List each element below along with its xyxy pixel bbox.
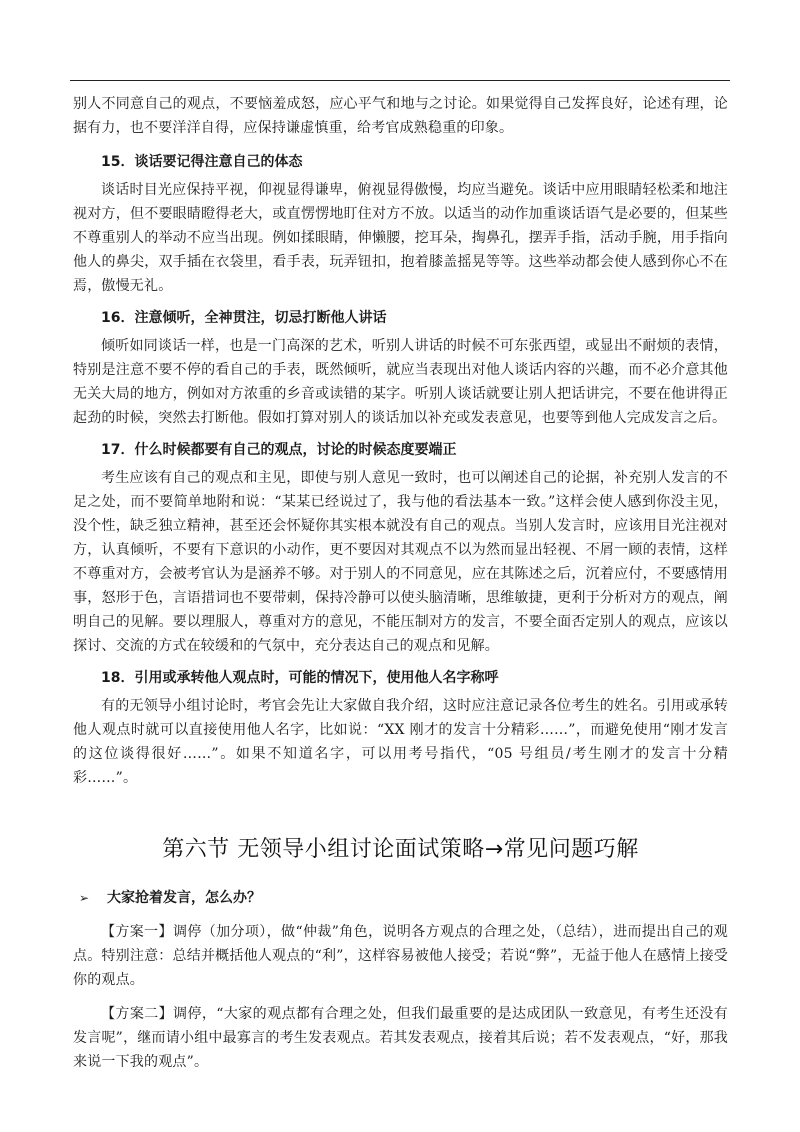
- item-18-body: 有的无领导小组讨论时，考官会先让大家做自我介绍，这时应注意记录各位考生的姓名。引用或承转他人观点时就可以直接使用他人名字，比如说：“XX 刚才的发言十分精彩……”，而避免使用“刚才发言的这位谈得很好……”。如果不知道名字，可以用考号指代，“05 号组员/考生刚才的发言十分精彩……”。: [73, 698, 728, 786]
- header-rule: [70, 80, 730, 81]
- item-17-heading: 17．什么时候都要有自己的观点，讨论的时候态度要端正: [101, 442, 457, 458]
- item-15-heading: 15．谈话要记得注意自己的体态: [101, 154, 303, 170]
- item-17-body: 考生应该有自己的观点和主见，即使与别人意见一致时，也可以阐述自己的论据，补充别人发言的不足之处，而不要简单地附和说：“某某已经说过了，我与他的看法基本一致。”这样会使人感到你没主见，没个性，缺乏独立精神，甚至还会怀疑你其实根本就没有自己的观点。当别人发言时，应该用目光注视对方，认真倾听，不要有下意识的小动作，更不要因对其观点不以为然而显出轻视、不屑一顾的表情，这样不尊重对方，会被考官认为是涵养不够。对于别人的不同意见，应在其陈述之后，沉着应付，不要感情用事，怒形于色，言语措词也不要带刺，保持冷静可以使头脑清晰，思维敏捷，更利于分析对方的观点，阐明自己的见解。要以理服人，尊重对方的意见，不能压制对方的发言，不要全面否定别人的观点，应该以探讨、交流的方式在较缓和的气氛中，充分表达自己的观点和见解。: [73, 470, 728, 654]
- plan-two-paragraph: 【方案二】调停，“大家的观点都有合理之处，但我们最重要的是达成团队一致意见，有考生还没有发言呢”，继而请小组中最寡言的考生发表观点。若其发表观点，接着其后说；若不发表观点，“好，那我来说一下我的观点”。: [73, 1006, 728, 1070]
- question-bullet: [73, 886, 728, 910]
- page-content: [73, 92, 728, 1084]
- intro-paragraph: 别人不同意自己的观点，不要恼羞成怒，应心平气和地与之讨论。如果觉得自己发挥良好，论述有理，论据有力，也不要洋洋自得，应保持谦虚慎重，给考官成熟稳重的印象。: [73, 96, 728, 136]
- arrow-bullet-icon: ➢: [79, 891, 90, 905]
- section-title: 第六节 无领导小组讨论面试策略→常见问题巧解: [162, 837, 639, 862]
- item-16-body: 倾听如同谈话一样，也是一门高深的艺术，听别人讲话的时候不可东张西望，或显出不耐烦的表情，特别是注意不要不停的看自己的手表，既然倾听，就应当表现出对他人谈话内容的兴趣，而不必介意其他无关大局的地方，例如对方浓重的乡音或读错的某字。听别人谈话就要让别人把话讲完，不要在他讲得正起劲的时候，突然去打断他。假如打算对别人的谈话加以补充或发表意见，也要等到他人完成发言之后。: [73, 338, 728, 426]
- item-15-body: 谈话时目光应保持平视，仰视显得谦卑，俯视显得傲慢，均应当避免。谈话中应用眼睛轻松柔和地注视对方，但不要眼睛瞪得老大，或直愣愣地盯住对方不放。以适当的动作加重谈话语气是必要的，但某些不尊重别人的举动不应当出现。例如揉眼睛，伸懒腰，挖耳朵，掏鼻孔，摆弄手指，活动手腕，用手指向他人的鼻尖，双手插在衣袋里，看手表，玩弄钮扣，抱着膝盖摇晃等等。这些举动都会使人感到你心不在焉，傲慢无礼。: [73, 182, 728, 294]
- item-16-heading: 16．注意倾听，全神贯注，切忌打断他人讲话: [101, 310, 387, 326]
- plan-one-paragraph: 【方案一】调停（加分项），做“仲裁”角色，说明各方观点的合理之处，（总结），进而提出自己的观点。特别注意：总结并概括他人观点的“利”，这样容易被他人接受；若说“弊”，无益于他人在感情上接受你的观点。: [73, 924, 728, 988]
- question-label: 大家抢着发言，怎么办？: [107, 890, 261, 906]
- item-18-heading: 18．引用或承转他人观点时，可能的情况下，使用他人名字称呼: [101, 670, 499, 686]
